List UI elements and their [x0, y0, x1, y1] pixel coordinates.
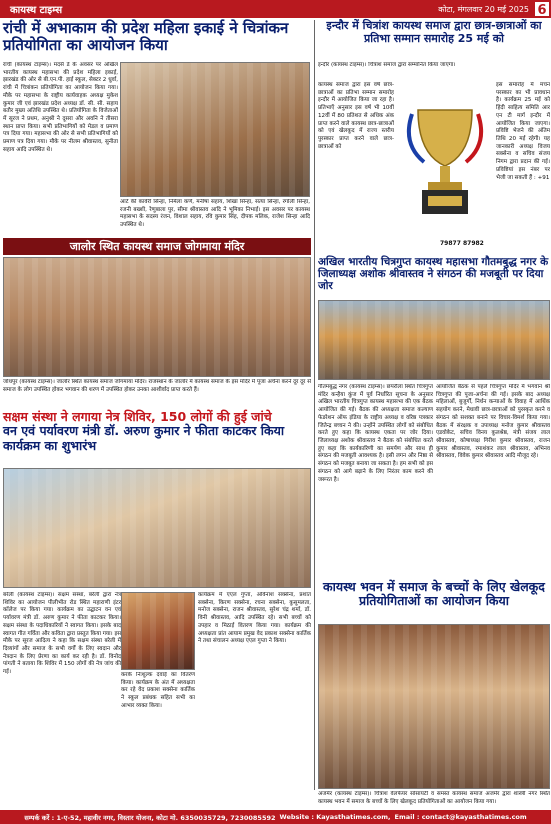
- story2-body-left: कायस्थ समाज द्वारा इस वर्ष छात्र-छात्राओं का प्रतिभा सम्मान समारोह इन्दौर में आयोजित किया जा रहा है। प्रतिभाएँ अनुसार इस वर्ष भी 10वीं 12वीं में 80 प्रतिशत से अधिक अंक प्राप्त करने वाले कायस्थ छात्र-छात्राओं को एवं खेलकूद में राज्य स्तरीय पुरस्कार प्राप्त करने वाले छात्र-छात्राओं को: [318, 82, 394, 150]
- story4-body-left: गौतमबुद्ध नगर (कायस्थ टाइम्स)। छपरौला स्थित चित्रगुप्त मंदिर कन्हैया कुंज में पूर्व निर्धारित सूचना के अनुसार अखिल भारतीय चित्रगुप्त कायस्थ महासभा की एक बैठक आयोजित की गई। बैठक की अध्यक्षता समाज कल्याण फेडरेशन ऑफ इंडिया के राष्ट्रीय अध्यक्ष व वरिष्ठ पत्रकार जितेन्द्र बच्चन ने की। उन्होंने उपस्थित लोगों को संबोधित करते हुए कहा कि कायस्थ एकता पर जोर दिया। जिलाध्यक्ष अशोक श्रीवास्तव ने बैठक को संबोधित करते हुए कहा कि कार्यकारिणी का समर्पण और साथ ही संगठन की मजबूती आवश्यक है। इसी लगन और निष्ठा से संगठन को मजबूत बनाया जा सकता है। हम सभी को इस संगठन को आगे बढ़ाने के लिए निरंतर काम करने की जरूरत है।: [318, 384, 433, 483]
- story2-body-top: इन्दौर (कायस्थ टाइम्स)। चित्रांश समाज द्वारा सम्मानित किया जाएगा।: [318, 62, 456, 68]
- story5-headline-red: सक्षम संस्था ने लगाया नेत्र शिविर, 150 लोगों की हुई जांचे: [3, 409, 272, 424]
- story5-body-mid: करके निःशुल्क दवाई का वितरण किया। कार्यक्रम के अंत में अध्यक्षता कर रहे वेद प्रकाश सक्सेना कार्तिक ने स्कूल प्रबंधक सहित सभी का आभार व्यक्त किया।: [121, 672, 195, 709]
- story1-body: रांची (कायस्थ टाइम्स)। मदर्स डे के अवसर पर अखिल भारतीय कायस्थ महासभा की प्रदेश महिला इकाई, झारखंड की ओर से बी.एन.पी. हाई स्कूल, सेक्टर 2 धुर्वा, रांची में चित्रांकन प्रतियोगिता का आयोजन किया गया। मौके पर महासभा के राष्ट्रीय कार्यवाहक अध्यक्ष मुकेश कुमार जी एवं झारखंड प्रदेश अध्यक्ष डॉ. सी. सी. सहाय बतौर मुख्य अतिथि उपस्थित थे। प्रतियोगिता के विजेताओं में सूरज ने प्रथम, अनुश्री ने दूसरा और अवनि ने तीसरा स्थान प्राप्त किया। सभी प्रतिभागियों को मेडल व प्रमाण पत्र दिया गया। महासभा की ओर से सभी प्रतिभागियों को प्रमाण पत्र दिया गया। मौके पर नीलम श्रीवास्तव, सुनीता सहाय आदि उपस्थित थे।: [3, 62, 118, 153]
- story4-headline: अखिल भारतीय चित्रगुप्त कायस्थ महासभा गौतमबुद्ध नगर के जिलाध्यक्ष अशोक श्रीवास्तव ने संगठन की मजबूती पर दिया जोर: [318, 256, 549, 293]
- column-divider: [314, 20, 315, 790]
- story4-body-right: आयोजित बैठक से पहले चित्रगुप्त मंदिर में भगवान श्री चित्रगुप्त की पूजा-अर्चना की गई। इसके बाद अध्यक्ष महिलाओं, बुजुर्गों, निर्धन कन्याओं के विवाह में आर्थिक सहयोग करने, मेधावी छात्र-छात्राओं को पुरस्कृत करने व संगठन को सशक्त बनाने पर विचार-विमर्श किया गया। बैठक में संरक्षक व उपाध्यक्ष मनोज कुमार श्रीवास्तव एडवोकेट, सचिव विनय कुलश्रेष्ठ, मंत्री संजय लाल श्रीवास्तव, कोषाध्यक्ष गिरीश कुमार श्रीवास्तव, राजन कुमार श्रीवास्तव, रमाशंकर लाल श्रीवास्तव, अभिनव श्रीवास्तव, विवेक कुमार श्रीवास्तव आदि मौजूद रहे।: [436, 384, 550, 460]
- masthead: [0, 0, 551, 18]
- story4-photo: [318, 300, 550, 380]
- story6-headline: कायस्थ भवन में समाज के बच्चों के लिए खेलकूद प्रतियोगिताओं का आयोजन किया: [323, 579, 545, 609]
- story1-headline: रांची में अभाकाम की प्रदेश महिला इकाई ने चित्रांकन प्रतियोगिता का आयोजन किया: [3, 19, 289, 55]
- story3-headline: जालोर स्थित कायस्थ समाज जोगमाया मंदिर: [3, 238, 311, 255]
- story5-headline-blue: वन एवं पर्यावरण मंत्री डॉ. अरुण कुमार ने फीता काटकर किया कार्यक्रम का शुभारंभ: [3, 423, 285, 453]
- story6-photo: [318, 624, 550, 789]
- footer-website[interactable]: Website : Kayasthatimes.com,: [279, 813, 391, 821]
- footer: [0, 810, 551, 824]
- trophy-image: [394, 104, 496, 224]
- story3-photo: [3, 257, 311, 377]
- story6-caption: अजमेर (कायस्थ टाइम्स)। चित्रांश वेलफेयर सोसायटी व समस्त कायस्थ समाज अजमेर द्वारा शास्त्री नगर स्थित कायस्थ भवन में समाज के बच्चों के लिए खेलकूद प्रतियोगिताओं का आयोजन किया गया।: [318, 791, 550, 805]
- masthead-brand: कायस्थ टाइम्स: [10, 5, 63, 16]
- story5-body-left: बरेली (कायस्थ टाइम्स)। सक्षम संस्था, बरेली द्वारा नेत्र शिविर का आयोजन पीलीभीत रोड स्थित महाराणी इंटर कॉलेज पर किया गया। कार्यक्रम का उद्घाटन वन एवं पर्यावरण मंत्री डॉ. अरुण कुमार ने फीता काटकर किया। सक्षम संस्था के पदाधिकारियों ने स्वागत किया। इसके बाद स्वागत गीत गर्विता और कविता द्वारा प्रस्तुत किया गया। इस मौके पर सूरज आदित्य ने कहा कि सक्षम संस्था बरेली में दिव्यांगों और समाज के सभी वर्गों के लिए स्वदान और नेत्रदान के लिए प्रेरणा का कार्य कर रही है। डॉ. विनोद पांगती ने बताया कि शिविर में 150 लोगों की नेत्र जांच की गई।: [3, 592, 121, 676]
- story5-body-right: कार्यक्रम में एएल गुप्ता, अविनाश सक्सेना, प्रशांत सक्सेना, किरण सक्सेना, रचना सक्सेना, कुसुमलता, मनोज सक्सेना, राजन श्रीवास्तव, सुरेश चंद्र शर्मा, डॉ. विनी श्रीवास्तव, आदि उपस्थित रहे। सभी बच्चों को उपहार व मिठाई वितरण किया गया। कार्यक्रम की अध्यक्षता प्रांत आयाम प्रमुख वेद प्रकाश सक्सेना कार्तिक ने तथा संचालन अध्यक्ष एएल गुप्ता ने किया।: [198, 592, 311, 645]
- story2-headline: इन्दौर में चित्रांश कायस्थ समाज द्वारा छात्र-छात्राओं का प्रतिभा सम्मान समारोह 25 मई को: [326, 19, 542, 45]
- story2-phone: 79877 87982: [440, 240, 484, 247]
- masthead-dateline: कोटा, मंगलवार 20 मई 2025: [438, 4, 529, 14]
- story1-photo: [120, 62, 310, 197]
- page-number: 6: [533, 0, 551, 18]
- footer-address: सम्पर्क करें : 1-ए-52, महावीर नगर, विस्तार योजना, कोटा मो. 6350035729, 7230085592: [24, 813, 276, 822]
- story5-photo: [3, 468, 311, 588]
- story2-body-right: इस समारोह में मंचन परस्कार का भी प्रावधान है। कार्यक्रम 25 मई को हिंदी साहित्य समिति आर एन टी मार्ग इन्दौर में आयोजित किया जाएगा। प्रविष्टि भेजने की अंतिम तिथि 20 मई रहेगी। यह जानकारी अध्यक्ष विजय सक्सेना व सचिव संजय निगम द्वारा प्रदान की गई। प्रविष्टियां इस नंबर पर भेजी जा सकती हैं : +91: [496, 82, 550, 181]
- footer-email[interactable]: Email : contact@kayasthatimes.com: [394, 813, 527, 821]
- story1-caption: आर्ट की कावेरी सिन्हा, निर्मला कर्ण, मनीषा सहाय, शिखा सिन्हा, सत्या सिन्हा, रंगोली सिन्हा, रजनी बख्शी, रेणुबाला पुर, सीमा श्रीवास्तव आदि ने भूमिका निभाई। इस अवसर पर कायस्थ महासभा के सदस्य रंजन, विशाल सहाय, रवि कुमार सिंह, दीपक मलिक, राजेश सिन्हा आदि उपस्थित थे।: [120, 199, 310, 229]
- story5-headline: [3, 410, 311, 453]
- story5-inset-photo: [121, 592, 195, 670]
- story3-body: जोधपुर (कायस्थ टाइम्स)। जालोर स्थित कायस्थ समाज जोगमाया मंदिर। राजस्थान के जालोर में कायस्थ समाज के इस मंदिर में पूजा अर्चना करने दूर दूर से समाज के लोग उपस्थित होकर भगवान की शरण में उपस्थित होकर उनका आशीर्वाद प्राप्त करते हैं।: [3, 379, 311, 393]
